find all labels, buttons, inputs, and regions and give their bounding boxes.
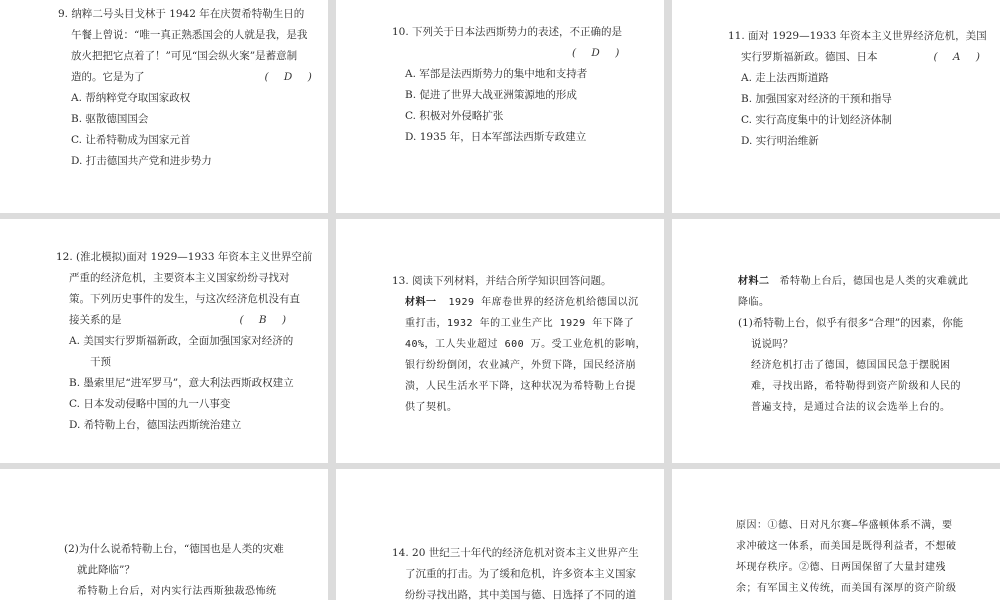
card-q12 bbox=[0, 219, 328, 463]
q12-option-c: C. 日本发动侵略中国的九一八事变 bbox=[69, 398, 231, 410]
q14-stem-line: 了沉重的打击。为了缓和危机，许多资本主义国家 bbox=[405, 568, 636, 580]
q14-answer-line: 原因：①德、日对凡尔赛—华盛顿体系不满，要 bbox=[736, 520, 953, 531]
q13-stem: 13. 阅读下列材料，并结合所学知识回答问题。 bbox=[392, 275, 612, 287]
q13-material-2-label: 材料二 bbox=[738, 276, 770, 287]
card-q9 bbox=[0, 0, 328, 213]
question-10 bbox=[392, 22, 625, 148]
card-q14-answer bbox=[672, 469, 1000, 600]
card-q10 bbox=[336, 0, 664, 213]
q11-option-c: C. 实行高度集中的计划经济体制 bbox=[741, 114, 892, 126]
q12-option-a-cont: 干预 bbox=[90, 356, 111, 368]
question-9 bbox=[58, 4, 318, 172]
q13-question-2-line: 就此降临”？ bbox=[77, 564, 135, 576]
q9-option-d: D. 打击德国共产党和进步势力 bbox=[71, 155, 212, 167]
q12-answer: ( B ) bbox=[239, 314, 293, 326]
q14-answer-line: 求冲破这一体系，而美国是既得利益者，不想破 bbox=[736, 541, 957, 552]
q9-stem-line: 9. 纳粹二号头目戈林于 1942 年在庆贺希特勒生日的 bbox=[58, 8, 305, 20]
q12-option-d: D. 希特勒上台，德国法西斯统治建立 bbox=[69, 419, 242, 431]
q13-handwritten-answer-1: 普遍支持，是通过合法的议会选举上台的。 bbox=[751, 402, 951, 413]
q14-answer-line: 坏现存秩序。②德、日两国保留了大量封建残 bbox=[736, 562, 946, 573]
q13-material-1-line: 重打击，1932 年的工业生产比 1929 年下降了 bbox=[405, 318, 635, 329]
q10-answer: ( D ) bbox=[572, 47, 626, 59]
q12-stem-line: 严重的经济危机，主要资本主义国家纷纷寻找对 bbox=[69, 272, 290, 284]
q13-question-1-line: 说说吗？ bbox=[751, 338, 793, 350]
card-q14 bbox=[336, 469, 664, 600]
q13-question-2-line: (2)为什么说希特勒上台，“德国也是人类的灾难 bbox=[64, 543, 284, 555]
q13-material-1-line: 银行纷纷倒闭，农业减产，外贸下降，国民经济崩 bbox=[405, 360, 636, 371]
card-q13-material-2 bbox=[672, 219, 1000, 463]
question-14 bbox=[392, 543, 639, 600]
q13-handwritten-answer-1: 经济危机打击了德国，德国国民急于摆脱困 bbox=[751, 360, 951, 371]
q14-stem-line: 纷纷寻找出路，其中美国与德、日选择了不同的道 bbox=[405, 589, 636, 600]
card-q13 bbox=[336, 219, 664, 463]
q14-handwritten-answer bbox=[736, 515, 957, 599]
question-13-part-1 bbox=[738, 271, 969, 418]
q12-option-b: B. 墨索里尼“进军罗马”，意大利法西斯政权建立 bbox=[69, 377, 294, 389]
q13-material-2-line: 降临。 bbox=[738, 297, 770, 308]
card-q13-part-2 bbox=[0, 469, 328, 600]
q13-handwritten-answer-2: 希特勒上台后，对内实行法西斯独裁恐怖统 bbox=[77, 586, 277, 597]
question-13-part-2 bbox=[64, 539, 284, 600]
q11-stem-line: 11. 面对 1929—1933 年资本主义世界经济危机，美国 bbox=[728, 30, 987, 42]
question-13 bbox=[392, 271, 646, 418]
q10-option-a: A. 军部是法西斯势力的集中地和支持者 bbox=[405, 68, 588, 80]
q11-option-b: B. 加强国家对经济的干预和指导 bbox=[741, 93, 892, 105]
q10-option-b: B. 促进了世界大战亚洲策源地的形成 bbox=[405, 89, 577, 101]
q11-option-a: A. 走上法西斯道路 bbox=[741, 72, 829, 84]
q13-material-1-label: 材料一 bbox=[405, 297, 437, 308]
q13-handwritten-answer-1: 难，寻找出路，希特勒得到资产阶级和人民的 bbox=[751, 381, 961, 392]
q9-stem-line: 放火把把它点着了！”可见“国会纵火案”是蓄意制 bbox=[71, 50, 298, 62]
q9-answer: ( D ) bbox=[264, 71, 318, 83]
q9-option-b: B. 驱散德国国会 bbox=[71, 113, 149, 125]
q12-stem-line: 12. (淮北模拟)面对 1929—1933 年资本主义世界空前 bbox=[56, 251, 313, 263]
question-11 bbox=[728, 26, 987, 152]
q11-answer: ( A ) bbox=[933, 51, 986, 63]
q13-question-1-line: (1)希特勒上台，似乎有很多“合理”的因素，你能 bbox=[738, 317, 964, 329]
card-q11 bbox=[672, 0, 1000, 213]
q12-stem-line: 接关系的是 ( B ) bbox=[69, 314, 293, 326]
q10-stem: 10. 下列关于日本法西斯势力的表述，不正确的是 bbox=[392, 26, 623, 38]
q13-material-1-line: 溃，人民生活水平下降，这种状况为希特勒上台提 bbox=[405, 381, 636, 392]
q9-option-a: A. 帮纳粹党夺取国家政权 bbox=[71, 92, 191, 104]
q11-option-d: D. 实行明治维新 bbox=[741, 135, 819, 147]
q9-stem-line: 造的。它是为了 ( D ) bbox=[71, 71, 318, 83]
q13-material-2-line: 材料二 希特勒上台后，德国也是人类的灾难就此 bbox=[738, 276, 969, 287]
q13-material-1-line: 40%，工人失业超过 600 万。受工业危机的影响， bbox=[405, 339, 647, 350]
q12-option-a: A. 美国实行罗斯福新政，全面加强国家对经济的 bbox=[69, 335, 294, 347]
q14-stem-line: 14. 20 世纪三十年代的经济危机对资本主义世界产生 bbox=[392, 547, 639, 559]
q10-option-d: D. 1935 年，日本军部法西斯专政建立 bbox=[405, 131, 587, 143]
q9-stem-line: 午餐上曾说：“唯一真正熟悉国会的人就是我，是我 bbox=[71, 29, 308, 41]
question-12 bbox=[56, 247, 312, 436]
q9-option-c: C. 让希特勒成为国家元首 bbox=[71, 134, 191, 146]
q12-stem-line: 策。下列历史事件的发生，与这次经济危机没有直 bbox=[69, 293, 300, 305]
q11-stem-line: 实行罗斯福新政。德国、日本 ( A ) bbox=[741, 51, 986, 63]
q13-material-1-line: 供了契机。 bbox=[405, 402, 458, 413]
q13-material-1-line: 材料一 1929 年席卷世界的经济危机给德国以沉 bbox=[405, 297, 639, 308]
q10-answer-line bbox=[392, 43, 625, 64]
q10-option-c: C. 积极对外侵略扩张 bbox=[405, 110, 504, 122]
q14-answer-line: 余；有军国主义传统，而美国有深厚的资产阶级 bbox=[736, 583, 957, 594]
